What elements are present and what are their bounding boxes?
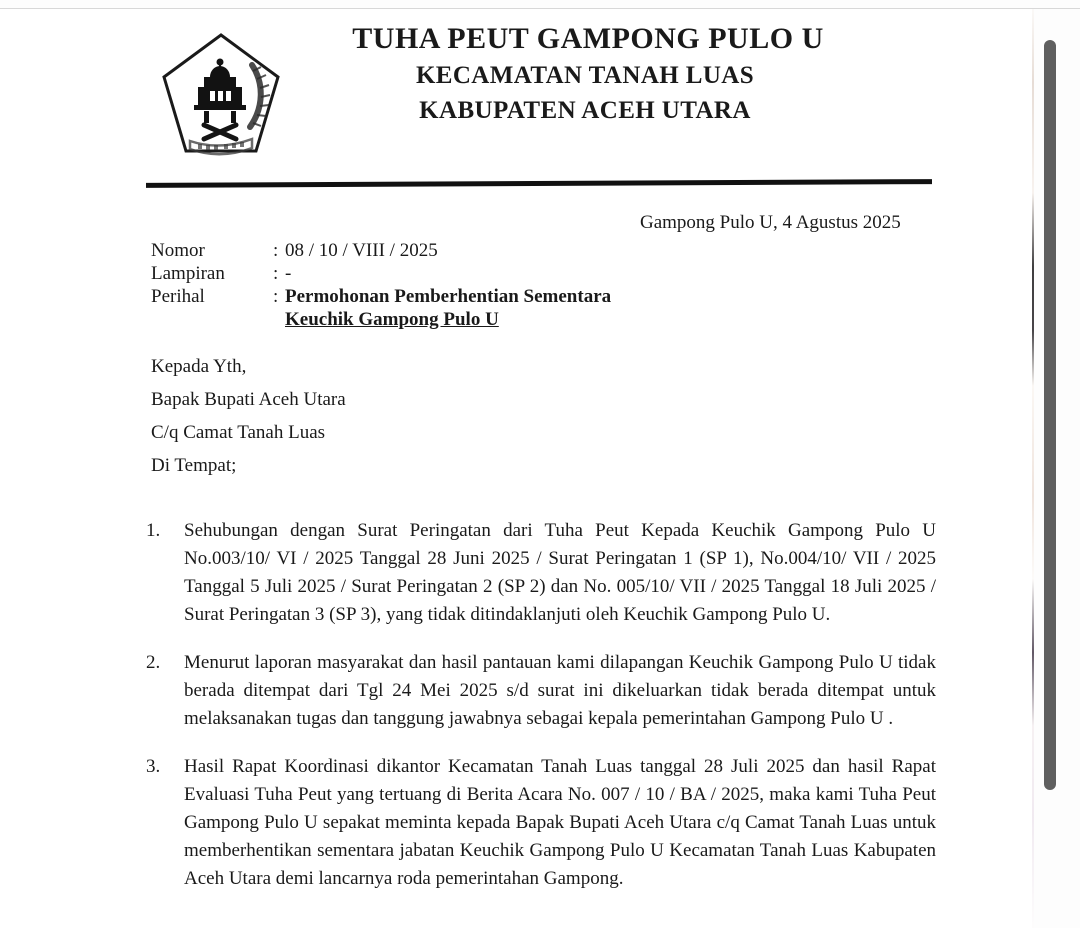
government-crest-icon — [160, 31, 282, 173]
clause-number: 2. — [146, 652, 161, 673]
clause-item — [146, 649, 936, 733]
clause-text: Sehubungan dengan Surat Peringatan dari Tuha Peut Kepada Keuchik Gampong Pulo U No.003/10/ VI / 2025 Tanggal 28 Juni 2025 / Surat Peringatan 1 (SP 1), No.004/10/ VII / 2025 Tanggal 5 Juli 2025 / Surat Peringatan 2 (SP 2) dan No. 005/10/ VII / 2025 Tanggal 18 Juli 2025 / Surat Peringatan 3 (SP 3), yang tidak ditindaklanjuti oleh Keuchik Gampong Pulo U. — [184, 520, 936, 625]
addressee-block — [151, 350, 346, 482]
meta-row-nomor — [151, 239, 611, 262]
document-scrollbar-thumb[interactable] — [1044, 40, 1056, 790]
letterhead-line-2: KECAMATAN TANAH LUAS — [415, 62, 755, 90]
letterhead — [0, 9, 1034, 169]
meta-label-nomor: Nomor — [151, 240, 205, 261]
letter-body-clauses — [146, 517, 936, 913]
letterhead-divider — [146, 179, 932, 188]
meta-value-lampiran: - — [285, 263, 292, 284]
meta-row-perihal — [151, 285, 611, 308]
clause-text: Menurut laporan masyarakat dan hasil pantauan kami dilapangan Keuchik Gampong Pulo U tidak berada ditempat dari Tgl 24 Mei 2025 s/d surat ini dikeluarkan tidak berada ditempat untuk melaksanakan tugas dan tanggung jawabnya sebagai kepala pemerintahan Gampong Pulo U . — [184, 652, 936, 729]
meta-label-perihal: Perihal — [151, 286, 205, 307]
meta-colon-lampiran: : — [273, 263, 279, 284]
meta-value-perihal: Permohonan Pemberhentian Sementara — [285, 286, 612, 307]
scan-edge-artifact — [1032, 9, 1034, 928]
letterhead-line-1: TUHA PEUT GAMPONG PULO U — [352, 22, 824, 55]
letterhead-line-3: KABUPATEN ACEH UTARA — [419, 97, 751, 125]
clause-item — [146, 517, 936, 629]
addressee-line-salutation: Kepada Yth, — [151, 356, 247, 377]
dateline: Gampong Pulo U, 4 Agustus 2025 — [640, 212, 901, 233]
meta-colon-nomor: : — [273, 240, 279, 261]
addressee-line-recipient: Bapak Bupati Aceh Utara — [151, 389, 346, 410]
clause-number: 1. — [146, 520, 161, 541]
scanned-page — [0, 9, 1034, 928]
meta-value-nomor: 08 / 10 / VIII / 2025 — [285, 240, 438, 261]
clause-item — [146, 753, 936, 893]
addressee-line-place: Di Tempat; — [151, 455, 237, 476]
meta-colon-perihal: : — [273, 286, 279, 307]
meta-row-lampiran — [151, 262, 611, 285]
addressee-line-cq: C/q Camat Tanah Luas — [151, 422, 326, 443]
meta-subject-second-line: Keuchik Gampong Pulo U — [285, 309, 499, 330]
letterhead-titles — [290, 23, 880, 125]
letter-meta-block — [151, 239, 611, 331]
clause-text: Hasil Rapat Koordinasi dikantor Kecamatan Tanah Luas tanggal 28 Juli 2025 dan hasil Rapat Evaluasi Tuha Peut yang tertuang di Berita Acara No. 007 / 10 / BA / 2025, maka kami Tuha Peut Gampong Pulo U sepakat meminta kepada Bapak Bupati Aceh Utara c/q Camat Tanah Luas untuk memberhentikan sementara jabatan Keuchik Gampong Pulo U Kecamatan Tanah Luas Kabupaten Aceh Utara demi lancarnya roda pemerintahan Gampong. — [184, 756, 936, 889]
clause-number: 3. — [146, 756, 161, 777]
letter-sheet — [0, 9, 1034, 889]
meta-label-lampiran: Lampiran — [151, 263, 225, 284]
